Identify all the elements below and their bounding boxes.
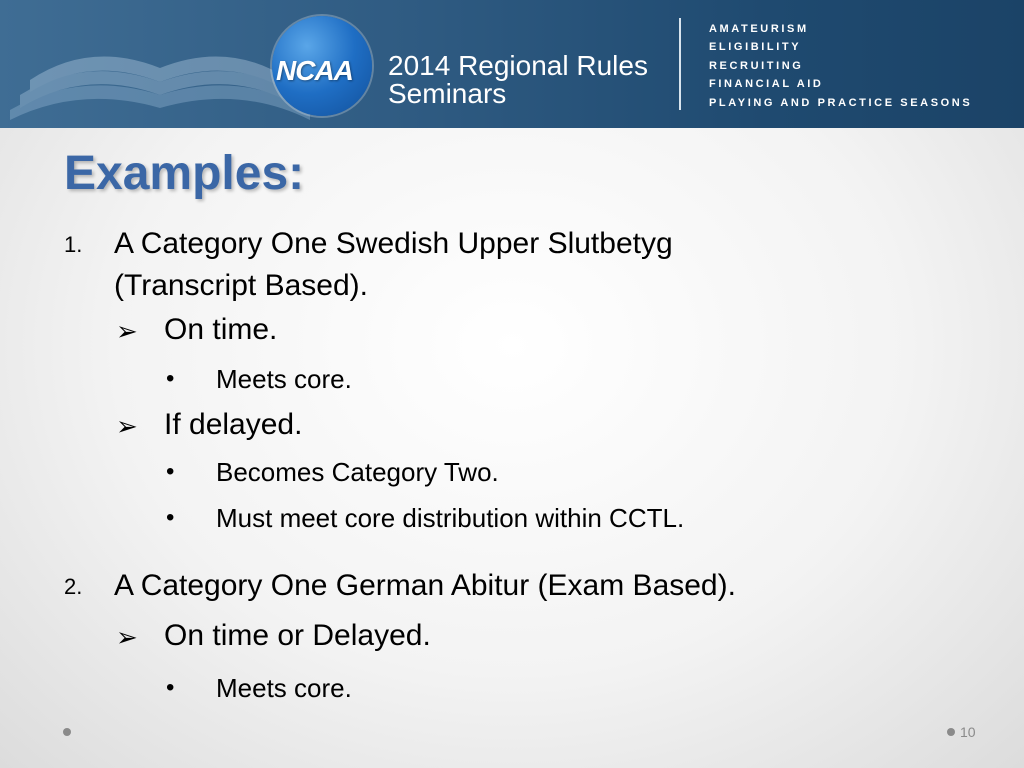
topic-item: FINANCIAL AID bbox=[709, 78, 824, 91]
seminar-title-line1: 2014 Regional Rules bbox=[388, 50, 648, 81]
arrow-bullet-icon: ➢ bbox=[116, 622, 138, 652]
topic-item: AMATEURISM bbox=[709, 23, 809, 35]
bullet-text: Meets core. bbox=[216, 673, 352, 703]
arrow-bullet-icon: ➢ bbox=[116, 316, 138, 346]
bullet-icon: • bbox=[166, 458, 175, 485]
topic-item: ELIGIBILITY bbox=[709, 41, 802, 54]
item-number: 2. bbox=[64, 574, 83, 599]
topic-item: RECRUITING bbox=[709, 59, 804, 72]
ncaa-logo-text: NCAA bbox=[276, 55, 353, 86]
topic-item: PLAYING AND PRACTICE SEASONS bbox=[709, 96, 973, 109]
sub-item-label: If delayed. bbox=[164, 408, 303, 441]
footer-left-dot bbox=[63, 728, 71, 736]
seminar-title-line2: Seminars bbox=[388, 78, 507, 109]
bullet-text: Becomes Category Two. bbox=[216, 457, 499, 487]
footer-right-dot bbox=[947, 728, 955, 736]
arrow-bullet-icon: ➢ bbox=[116, 411, 138, 441]
sub-item-label: On time or Delayed. bbox=[164, 619, 431, 652]
sub-item-label: On time. bbox=[164, 313, 278, 346]
item-number: 1. bbox=[64, 232, 83, 257]
page-number: 10 bbox=[960, 724, 976, 740]
bullet-icon: • bbox=[166, 674, 175, 701]
item-text-line2: (Transcript Based). bbox=[114, 269, 368, 302]
item-text-line1: A Category One German Abitur (Exam Based). bbox=[114, 569, 736, 602]
bullet-icon: • bbox=[166, 365, 175, 392]
bullet-text: Meets core. bbox=[216, 364, 352, 394]
item-text-line1: A Category One Swedish Upper Slutbetyg bbox=[114, 227, 673, 260]
slide-title: Examples: bbox=[64, 147, 305, 200]
bullet-text: Must meet core distribution within CCTL. bbox=[216, 503, 685, 533]
bullet-icon: • bbox=[166, 504, 175, 531]
